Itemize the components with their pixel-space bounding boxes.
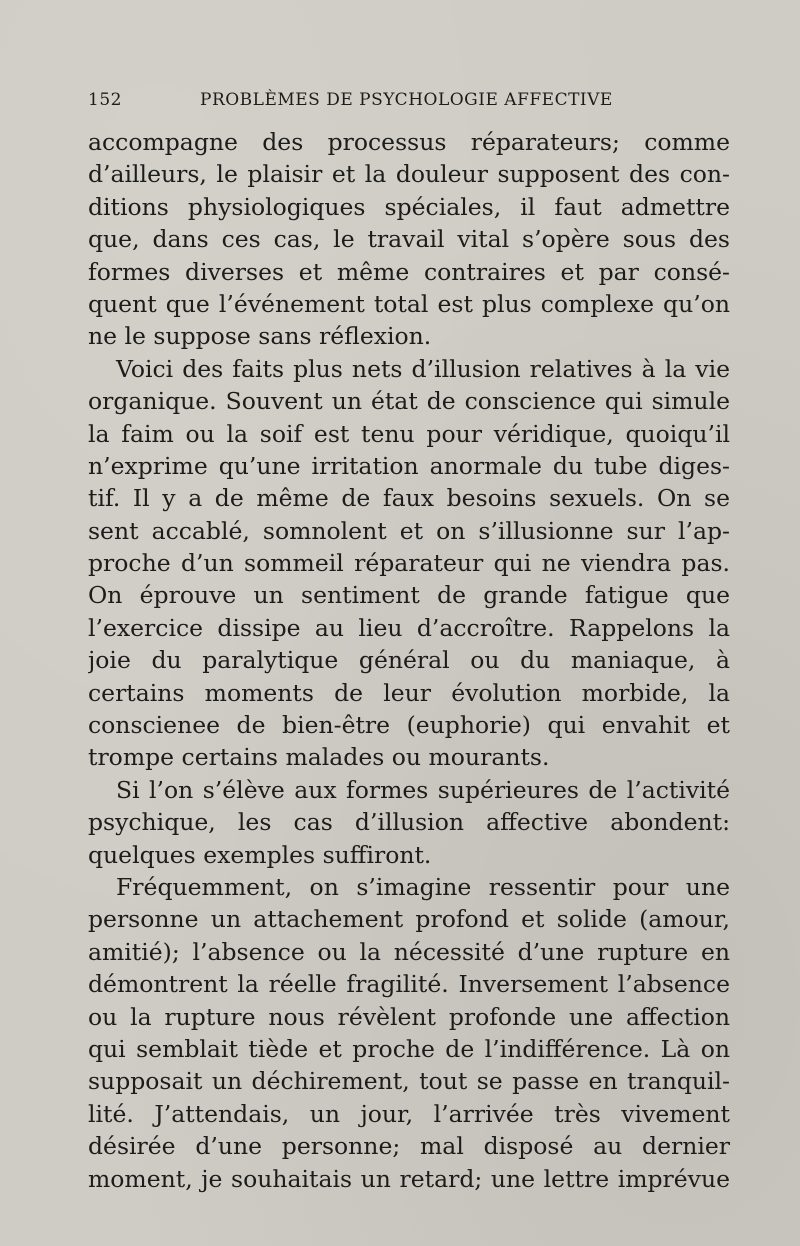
text-line: conscienee de bien-être (euphorie) qui envahit et bbox=[88, 711, 730, 740]
text-line: l’exercice dissipe au lieu d’accroître. Rappelons la bbox=[88, 613, 730, 642]
text-line: tif. Il y a de même de faux besoins sexuels. On se bbox=[88, 484, 730, 513]
running-title: PROBLÈMES DE PSYCHOLOGIE AFFECTIVE bbox=[200, 90, 613, 110]
text-line: ditions physiologiques spéciales, il faut admettre bbox=[88, 192, 730, 221]
text-line: psychique, les cas d’illusion affective abondent: bbox=[88, 808, 730, 837]
text-line: quelques exemples suffiront. bbox=[88, 840, 432, 869]
text-line: trompe certains malades ou mourants. bbox=[88, 743, 550, 772]
body-text bbox=[88, 126, 730, 1195]
text-line: joie du paralytique général ou du maniaque, à bbox=[88, 646, 730, 675]
text-line: Fréquemment, on s’imagine ressentir pour une bbox=[116, 872, 730, 901]
text-line: Voici des faits plus nets d’illusion relatives à la vie bbox=[116, 354, 730, 383]
text-line: n’exprime qu’une irritation anormale du tube diges- bbox=[88, 451, 730, 480]
text-line: qui semblait tiède et proche de l’indifférence. Là on bbox=[88, 1034, 730, 1063]
text-line: moment, je souhaitais un retard; une lettre imprévue bbox=[88, 1164, 730, 1193]
text-line: personne un attachement profond et solide (amour, bbox=[88, 905, 730, 934]
text-line: certains moments de leur évolution morbide, la bbox=[88, 678, 730, 707]
page-number: 152 bbox=[88, 90, 122, 110]
text-line: proche d’un sommeil réparateur qui ne viendra pas. bbox=[88, 549, 730, 578]
text-line: quent que l’événement total est plus complexe qu’on bbox=[88, 289, 730, 318]
text-line: ou la rupture nous révèlent profonde une affection bbox=[88, 1002, 730, 1031]
text-line: que, dans ces cas, le travail vital s’opère sous des bbox=[88, 225, 730, 254]
text-line: ne le suppose sans réflexion. bbox=[88, 322, 432, 351]
text-line: lité. J’attendais, un jour, l’arrivée très vivement bbox=[88, 1099, 730, 1128]
text-line: organique. Souvent un état de conscience qui simule bbox=[88, 387, 730, 416]
text-line: sent accablé, somnolent et on s’illusionne sur l’ap- bbox=[88, 516, 730, 545]
text-line: accompagne des processus réparateurs; comme bbox=[88, 128, 730, 156]
text-line: Si l’on s’élève aux formes supérieures de l’activité bbox=[116, 775, 730, 804]
text-line: la faim ou la soif est tenu pour véridique, quoiqu’il bbox=[88, 419, 730, 448]
text-line: formes diverses et même contraires et par consé- bbox=[88, 257, 730, 286]
text-line: d’ailleurs, le plaisir et la douleur supposent des con- bbox=[88, 160, 730, 189]
text-line: démontrent la réelle fragilité. Inversement l’absence bbox=[88, 970, 730, 999]
text-line: amitié); l’absence ou la nécessité d’une rupture en bbox=[88, 937, 730, 966]
text-line: désirée d’une personne; mal disposé au dernier bbox=[88, 1132, 730, 1161]
running-head bbox=[88, 90, 728, 114]
text-line: On éprouve un sentiment de grande fatigue que bbox=[88, 581, 730, 610]
text-line: supposait un déchirement, tout se passe en tranquil- bbox=[88, 1067, 730, 1096]
